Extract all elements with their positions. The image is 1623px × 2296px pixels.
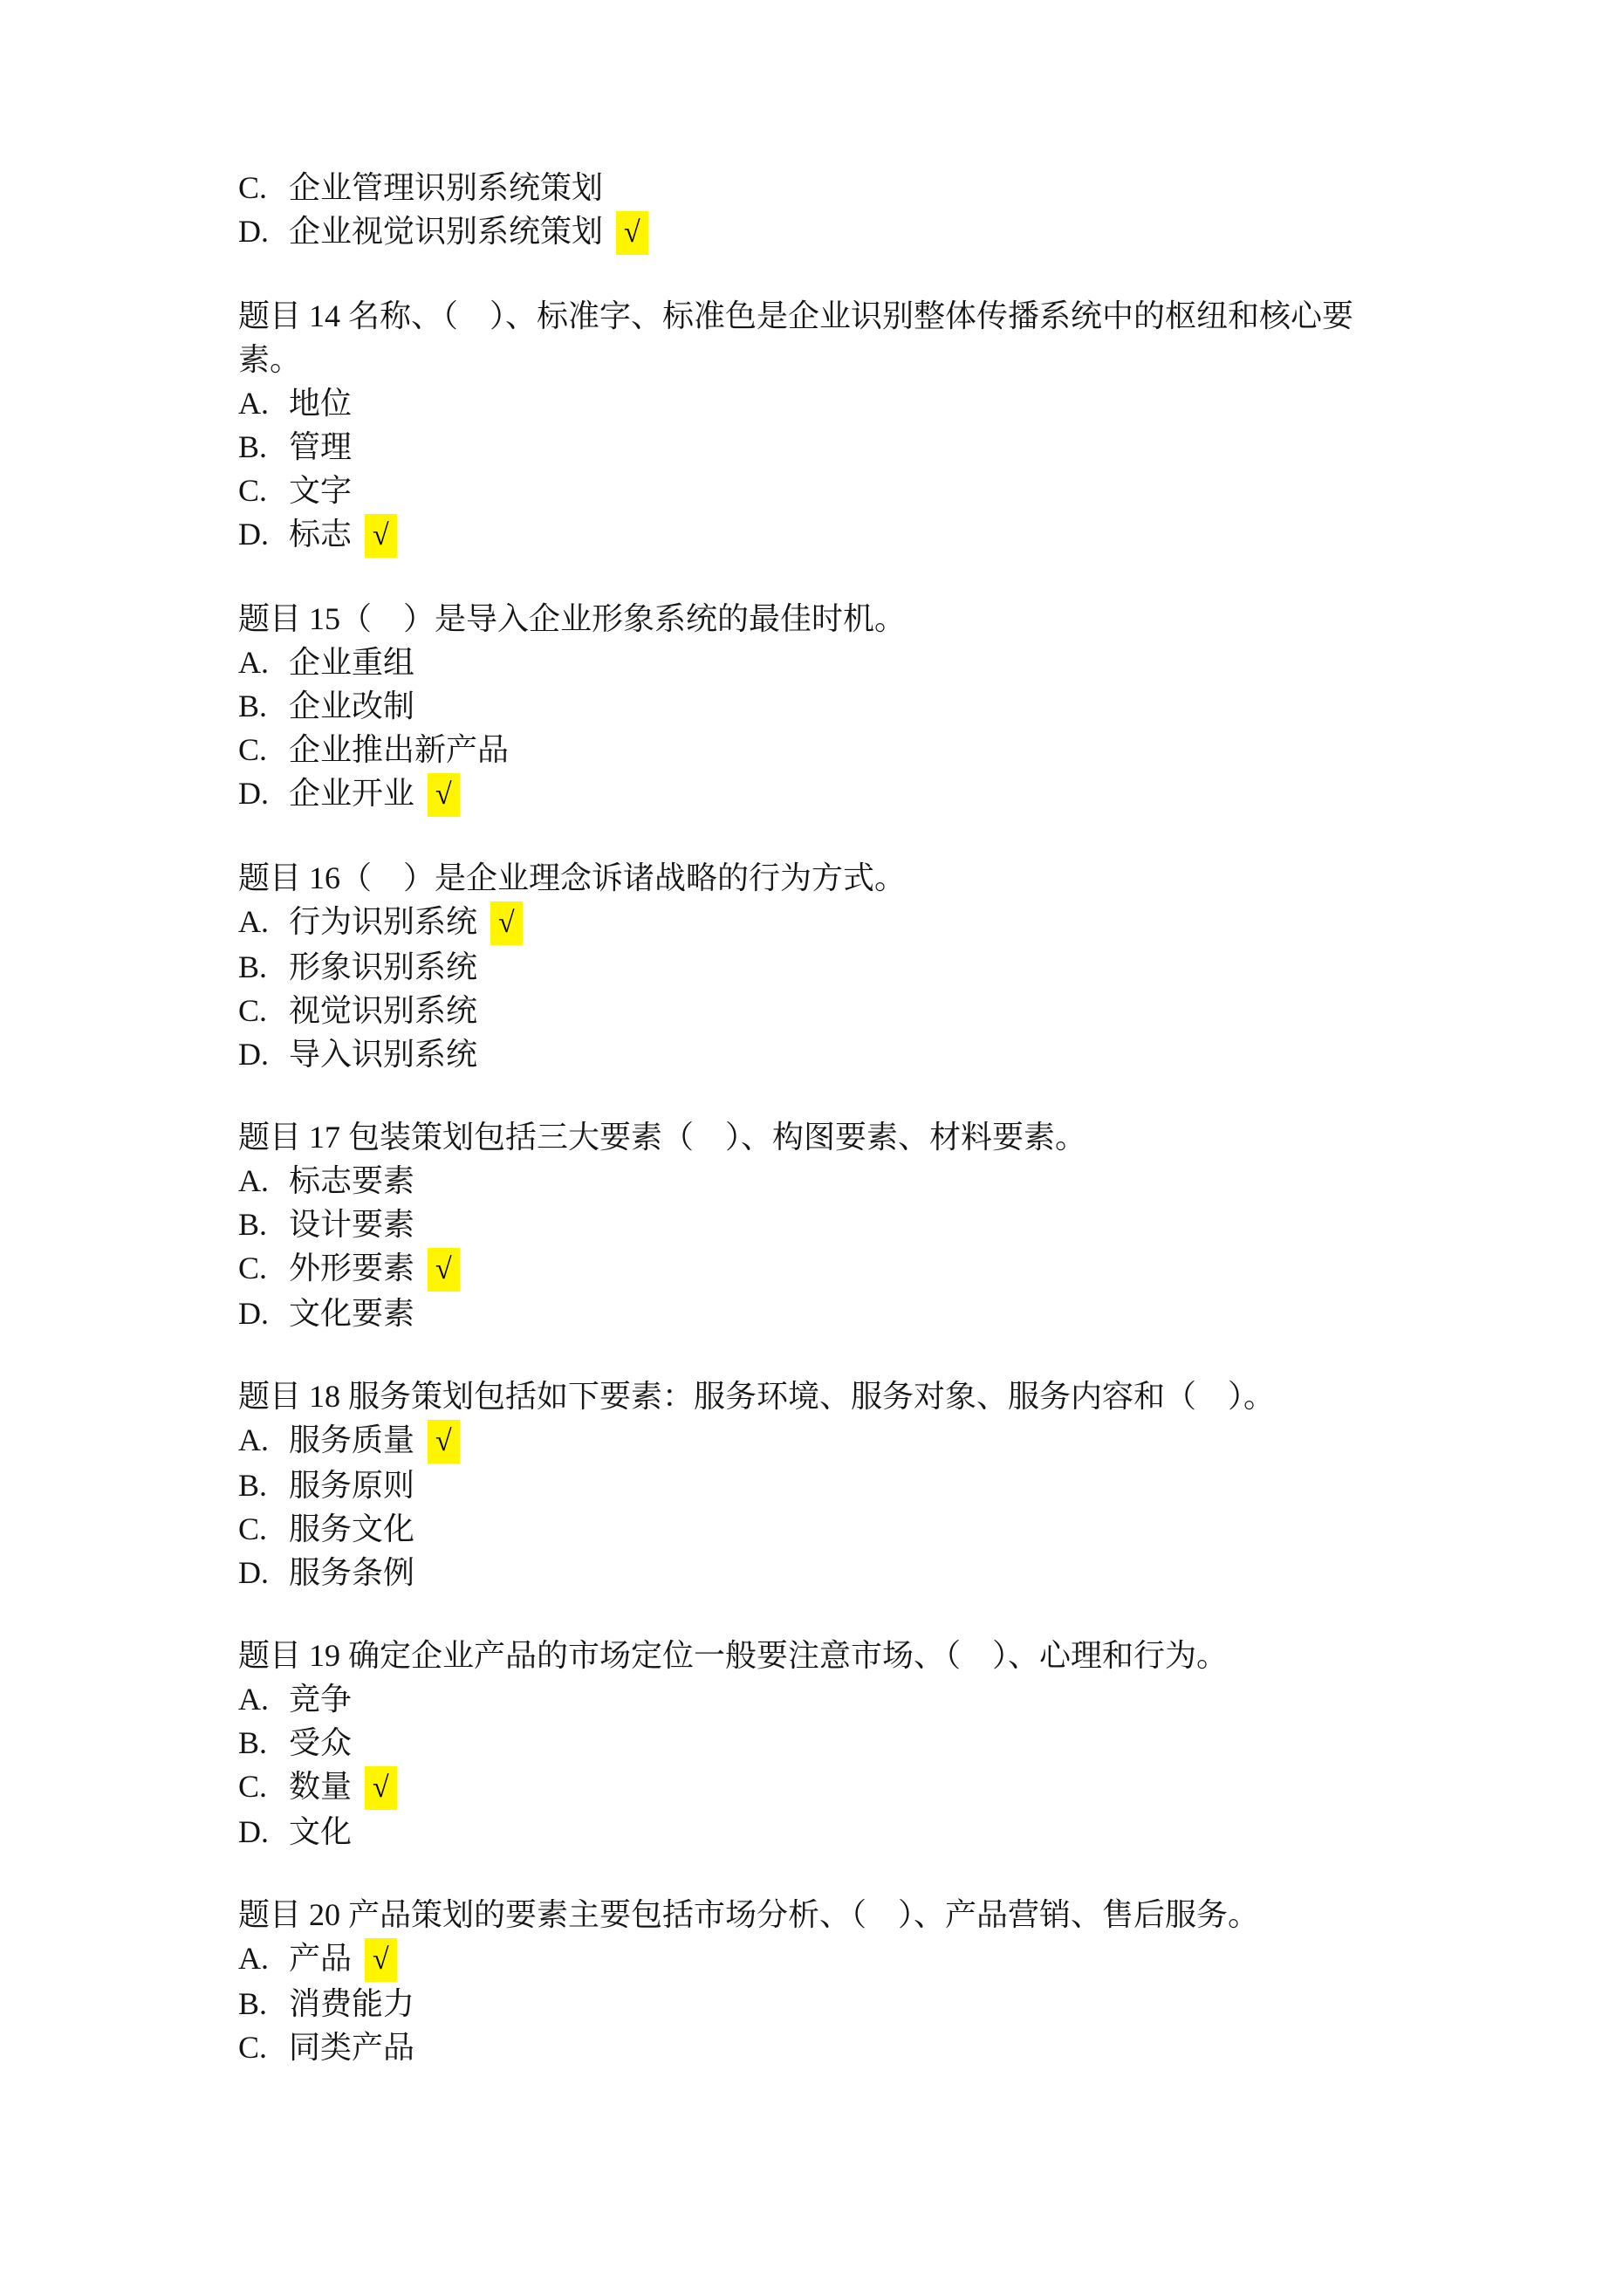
option-text: 文字: [289, 473, 353, 508]
option-letter: D.: [238, 214, 269, 249]
answer-checkmark-highlight: √: [428, 1248, 460, 1292]
option-text: 企业视觉识别系统策划: [289, 214, 604, 249]
option-row: [238, 1032, 1400, 1076]
option-text: 视觉识别系统: [289, 993, 478, 1028]
option-row: [238, 989, 1400, 1032]
option-letter: A.: [238, 904, 269, 939]
question-17: [238, 1115, 1400, 1335]
option-text: 设计要素: [289, 1207, 415, 1242]
option-letter: A.: [238, 386, 269, 421]
option-text: 消费能力: [289, 1986, 415, 2021]
option-row: [238, 1463, 1400, 1507]
option-text: 文化: [289, 1814, 353, 1849]
option-row: [238, 1203, 1400, 1246]
option-letter: B.: [238, 1468, 268, 1503]
option-letter: B.: [238, 429, 268, 464]
option-letter: D.: [238, 1814, 269, 1849]
option-letter: D.: [238, 1555, 269, 1590]
option-text: 文化要素: [289, 1296, 415, 1331]
option-row: [238, 1507, 1400, 1551]
answer-checkmark-highlight: √: [365, 1766, 397, 1810]
option-letter: A.: [238, 1682, 269, 1717]
question-title: 题目 19 确定企业产品的市场定位一般要注意市场、（ ）、心理和行为。: [238, 1638, 1229, 1673]
question-13-fragment: [238, 166, 1400, 255]
option-row: [238, 1721, 1400, 1765]
option-row: [238, 1810, 1400, 1854]
option-row: [238, 900, 1400, 945]
option-letter: A.: [238, 1422, 269, 1457]
option-letter: D.: [238, 776, 269, 811]
option-letter: B.: [238, 949, 268, 984]
option-text: 企业开业: [289, 776, 415, 811]
option-row: [238, 1292, 1400, 1335]
option-letter: B.: [238, 1986, 268, 2021]
option-letter: B.: [238, 1207, 268, 1242]
question-20: [238, 1893, 1400, 2069]
option-letter: C.: [238, 732, 268, 767]
option-letter: A.: [238, 645, 269, 680]
option-row: [238, 1936, 1400, 1982]
option-letter: C.: [238, 993, 268, 1028]
answer-checkmark-highlight: √: [428, 1420, 460, 1463]
question-16: [238, 856, 1400, 1076]
option-row: [238, 166, 1400, 209]
option-row: [238, 684, 1400, 728]
option-letter: C.: [238, 2030, 268, 2065]
option-row: [238, 728, 1400, 771]
question-title: 题目 14 名称、（ ）、标准字、标准色是企业识别整体传播系统中的枢纽和核心要素。: [238, 298, 1354, 377]
answer-checkmark-highlight: √: [365, 1938, 397, 1982]
option-text: 数量: [289, 1769, 353, 1804]
option-row: [238, 209, 1400, 255]
option-text: 服务质量: [289, 1422, 415, 1457]
option-letter: D.: [238, 1037, 269, 1072]
option-row: [238, 1677, 1400, 1721]
option-text: 标志要素: [289, 1163, 415, 1198]
option-text: 竞争: [289, 1682, 353, 1717]
option-text: 管理: [289, 429, 353, 464]
question-title: 题目 15（ ）是导入企业形象系统的最佳时机。: [238, 601, 907, 636]
option-text: 服务条例: [289, 1555, 415, 1590]
question-19: [238, 1634, 1400, 1854]
question-title: 题目 17 包装策划包括三大要素（ ）、构图要素、材料要素。: [238, 1120, 1087, 1155]
option-row: [238, 512, 1400, 558]
question-18: [238, 1374, 1400, 1594]
option-text: 企业改制: [289, 689, 415, 723]
answer-checkmark-highlight: √: [490, 901, 523, 945]
option-row: [238, 1765, 1400, 1810]
option-row: [238, 381, 1400, 425]
option-text: 导入识别系统: [289, 1037, 478, 1072]
option-text: 行为识别系统: [289, 904, 478, 939]
option-letter: D.: [238, 517, 269, 552]
question-title: 题目 18 服务策划包括如下要素：服务环境、服务对象、服务内容和（ ）。: [238, 1379, 1276, 1414]
option-text: 标志: [289, 517, 353, 552]
option-text: 服务文化: [289, 1511, 415, 1546]
option-text: 形象识别系统: [289, 949, 478, 984]
answer-checkmark-highlight: √: [365, 514, 397, 558]
question-14: [238, 294, 1400, 558]
option-letter: C.: [238, 1511, 268, 1546]
option-row: [238, 1246, 1400, 1292]
option-row: [238, 1982, 1400, 2025]
option-letter: C.: [238, 170, 268, 205]
option-text: 受众: [289, 1725, 353, 1760]
option-letter: B.: [238, 1725, 268, 1760]
question-title: 题目 20 产品策划的要素主要包括市场分析、（ ）、产品营销、售后服务。: [238, 1897, 1260, 1932]
option-text: 地位: [289, 386, 353, 421]
answer-checkmark-highlight: √: [616, 211, 648, 255]
option-text: 企业推出新产品: [289, 732, 510, 767]
option-row: [238, 425, 1400, 469]
option-row: [238, 641, 1400, 684]
option-text: 服务原则: [289, 1468, 415, 1503]
option-row: [238, 945, 1400, 989]
option-text: 同类产品: [289, 2030, 415, 2065]
option-letter: C.: [238, 473, 268, 508]
option-letter: B.: [238, 689, 268, 723]
option-letter: A.: [238, 1163, 269, 1198]
question-title: 题目 16（ ）是企业理念诉诸战略的行为方式。: [238, 860, 907, 895]
option-letter: C.: [238, 1769, 268, 1804]
option-row: [238, 771, 1400, 817]
option-letter: A.: [238, 1941, 269, 1976]
option-row: [238, 1418, 1400, 1463]
answer-checkmark-highlight: √: [428, 773, 460, 817]
option-text: 企业重组: [289, 645, 415, 680]
question-15: [238, 597, 1400, 817]
option-row: [238, 469, 1400, 512]
option-row: [238, 1551, 1400, 1594]
option-text: 外形要素: [289, 1251, 415, 1285]
option-row: [238, 1159, 1400, 1203]
option-text: 企业管理识别系统策划: [289, 170, 604, 205]
option-text: 产品: [289, 1941, 353, 1976]
option-letter: C.: [238, 1251, 268, 1285]
option-letter: D.: [238, 1296, 269, 1331]
option-row: [238, 2025, 1400, 2069]
